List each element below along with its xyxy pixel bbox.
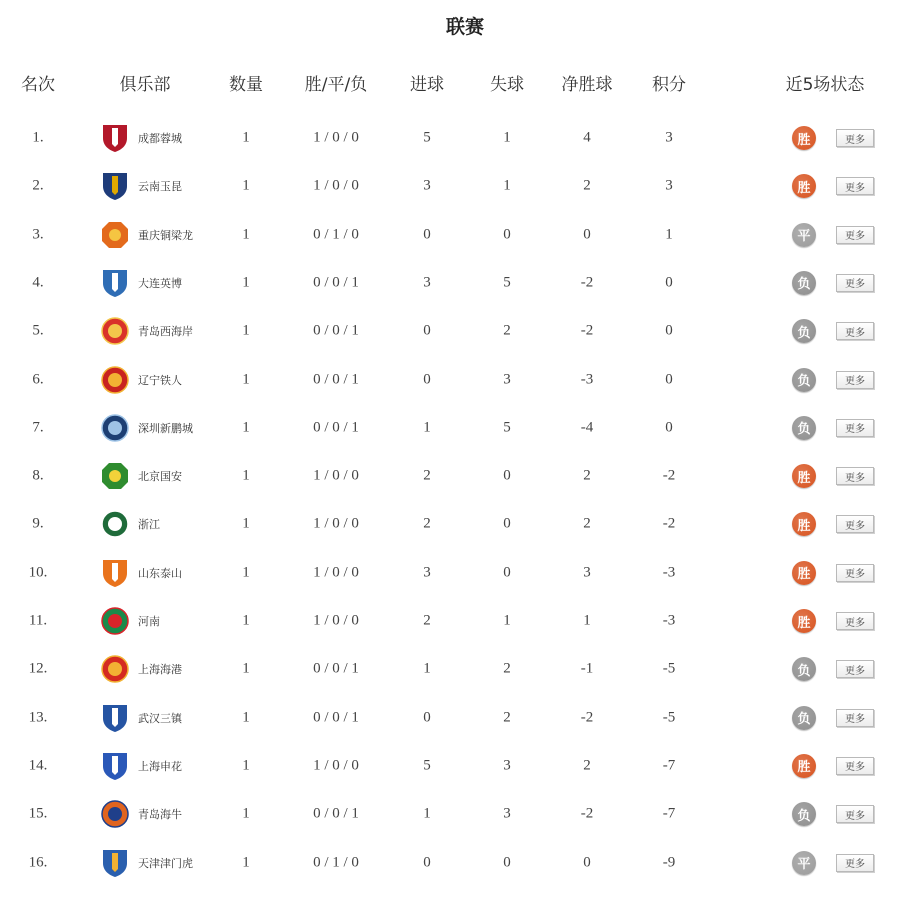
- points-cell: -2: [662, 467, 676, 484]
- points-cell: -7: [662, 757, 676, 774]
- team-cell[interactable]: [100, 653, 182, 685]
- table-row: [0, 649, 913, 689]
- wdl-cell: 0 / 0 / 1: [313, 419, 359, 436]
- more-button[interactable]: 更多: [836, 371, 874, 389]
- team-cell[interactable]: [100, 267, 182, 299]
- form-result-badge: 胜: [792, 561, 816, 585]
- played-cell: 1: [242, 515, 250, 532]
- goals-for-cell: 0: [423, 322, 431, 339]
- header-wdl: 胜/平/负: [304, 75, 368, 95]
- table-row: [0, 456, 913, 496]
- club-logo: [100, 653, 130, 685]
- goals-for-cell: 5: [423, 129, 431, 146]
- team-name[interactable]: 河南: [138, 615, 160, 628]
- goals-for-cell: 2: [423, 612, 431, 629]
- goals-against-cell: 2: [503, 709, 511, 726]
- goals-against-cell: 0: [503, 854, 511, 870]
- team-name[interactable]: 青岛西海岸: [138, 325, 193, 339]
- wdl-cell: 1 / 0 / 0: [313, 177, 359, 194]
- points-cell: -5: [662, 660, 676, 677]
- header-rank: 名次: [21, 75, 55, 95]
- points-cell: 0: [665, 322, 673, 339]
- club-logo: [100, 702, 130, 734]
- played-cell: 1: [242, 419, 250, 436]
- page-title: 联赛: [445, 16, 484, 38]
- form-result-badge: 负: [792, 271, 816, 295]
- wdl-cell: 0 / 1 / 0: [313, 854, 359, 870]
- team-name[interactable]: 浙江: [138, 518, 160, 532]
- team-name[interactable]: 大连英博: [138, 276, 182, 290]
- more-button[interactable]: 更多: [836, 757, 874, 775]
- more-button[interactable]: 更多: [836, 274, 874, 292]
- goals-against-cell: 5: [503, 274, 511, 291]
- goal-diff-cell: 3: [583, 564, 591, 581]
- rank-cell: 4.: [32, 274, 44, 291]
- points-cell: 1: [665, 226, 673, 243]
- form-result-badge: 胜: [792, 754, 816, 778]
- goal-diff-cell: -2: [580, 274, 594, 291]
- goals-against-cell: 3: [503, 757, 511, 774]
- table-row: [0, 843, 913, 883]
- rank-cell: 2.: [32, 177, 44, 194]
- form-result-badge: 胜: [792, 512, 816, 536]
- wdl-cell: 0 / 1 / 0: [313, 226, 359, 243]
- goals-for-cell: 3: [423, 564, 431, 581]
- goal-diff-cell: -2: [580, 805, 594, 822]
- form-result-badge: 负: [792, 319, 816, 343]
- more-button[interactable]: 更多: [836, 660, 874, 678]
- points-cell: 3: [665, 177, 673, 194]
- goals-for-cell: 1: [423, 805, 431, 822]
- table-header: [0, 70, 913, 98]
- goals-for-cell: 0: [423, 371, 431, 387]
- team-cell[interactable]: [100, 364, 182, 396]
- goal-diff-cell: -3: [580, 371, 594, 387]
- team-cell[interactable]: [100, 557, 182, 589]
- goal-diff-cell: -4: [580, 419, 594, 436]
- goals-against-cell: 0: [503, 226, 511, 243]
- club-logo: [100, 557, 130, 589]
- club-logo: [100, 267, 130, 299]
- goal-diff-cell: 2: [583, 177, 591, 194]
- form-result-badge: 负: [792, 657, 816, 681]
- rank-cell: 9.: [32, 515, 44, 532]
- goals-against-cell: 1: [503, 177, 511, 194]
- played-cell: 1: [242, 274, 250, 291]
- form-result-badge: 负: [792, 368, 816, 392]
- team-name[interactable]: 北京国安: [138, 470, 182, 484]
- points-cell: -3: [662, 612, 676, 629]
- points-cell: -7: [662, 805, 676, 822]
- rank-cell: 15.: [28, 805, 48, 822]
- goals-against-cell: 2: [503, 660, 511, 677]
- played-cell: 1: [242, 129, 250, 146]
- table-row: [0, 553, 913, 593]
- points-cell: -3: [662, 564, 676, 581]
- team-name[interactable]: 山东泰山: [138, 566, 182, 580]
- table-row: [0, 311, 913, 351]
- table-row: [0, 746, 913, 786]
- table-row: [0, 215, 913, 255]
- goals-for-cell: 0: [423, 854, 431, 870]
- more-button[interactable]: 更多: [836, 467, 874, 485]
- table-row: [0, 794, 913, 834]
- points-cell: 0: [665, 274, 673, 291]
- played-cell: 1: [242, 660, 250, 677]
- more-button[interactable]: 更多: [836, 226, 874, 244]
- wdl-cell: 0 / 0 / 1: [313, 371, 359, 387]
- table-row: [0, 360, 913, 400]
- form-result-badge: 胜: [792, 174, 816, 198]
- header-form: 近5场状态: [785, 75, 865, 95]
- rank-cell: 1.: [32, 129, 44, 146]
- played-cell: 1: [242, 854, 250, 870]
- wdl-cell: 0 / 0 / 1: [313, 274, 359, 291]
- table-row: [0, 263, 913, 303]
- goal-diff-cell: 0: [583, 854, 591, 870]
- wdl-cell: 0 / 0 / 1: [313, 322, 359, 339]
- form-result-badge: 平: [792, 851, 816, 875]
- more-button[interactable]: 更多: [836, 564, 874, 582]
- goals-against-cell: 1: [503, 612, 511, 629]
- table-row: [0, 408, 913, 448]
- wdl-cell: 1 / 0 / 0: [313, 129, 359, 146]
- more-button[interactable]: 更多: [836, 854, 874, 872]
- goals-against-cell: 1: [503, 129, 511, 146]
- team-cell[interactable]: [100, 702, 182, 734]
- goals-for-cell: 1: [423, 419, 431, 436]
- more-button[interactable]: 更多: [836, 709, 874, 727]
- goals-for-cell: 2: [423, 467, 431, 484]
- header-goals-against: 失球: [490, 75, 524, 95]
- header-points: 积分: [652, 75, 686, 95]
- team-cell[interactable]: [100, 219, 193, 251]
- form-result-badge: 胜: [792, 126, 816, 150]
- header-goals-for: 进球: [410, 75, 444, 95]
- rank-cell: 16.: [28, 854, 48, 870]
- team-cell[interactable]: [100, 798, 182, 830]
- team-name[interactable]: 上海海港: [138, 663, 182, 677]
- more-button[interactable]: 更多: [836, 612, 874, 630]
- goal-diff-cell: 2: [583, 515, 591, 532]
- played-cell: 1: [242, 805, 250, 822]
- goals-for-cell: 3: [423, 177, 431, 194]
- points-cell: 0: [665, 371, 673, 387]
- more-button[interactable]: 更多: [836, 129, 874, 147]
- club-logo: [100, 605, 130, 637]
- rank-cell: 14.: [28, 757, 48, 774]
- played-cell: 1: [242, 322, 250, 339]
- goals-against-cell: 0: [503, 467, 511, 484]
- rank-cell: 5.: [32, 322, 44, 339]
- goals-against-cell: 2: [503, 322, 511, 339]
- team-name[interactable]: 辽宁铁人: [138, 373, 182, 387]
- played-cell: 1: [242, 177, 250, 194]
- team-name[interactable]: 武汉三镇: [138, 711, 182, 725]
- form-result-badge: 平: [792, 223, 816, 247]
- rank-cell: 3.: [32, 226, 44, 243]
- table-row: [0, 698, 913, 738]
- played-cell: 1: [242, 709, 250, 726]
- team-cell[interactable]: [100, 508, 160, 540]
- rank-cell: 13.: [28, 709, 48, 726]
- club-logo: [100, 412, 130, 444]
- header-goal-diff: 净胜球: [561, 75, 613, 95]
- rank-cell: 7.: [32, 419, 44, 436]
- team-name[interactable]: 青岛海牛: [138, 808, 182, 822]
- goals-for-cell: 1: [423, 660, 431, 677]
- goals-for-cell: 2: [423, 515, 431, 532]
- wdl-cell: 1 / 0 / 0: [313, 612, 359, 629]
- club-logo: [100, 460, 130, 492]
- club-logo: [100, 798, 130, 830]
- goal-diff-cell: 0: [583, 226, 591, 243]
- points-cell: -5: [662, 709, 676, 726]
- wdl-cell: 1 / 0 / 0: [313, 757, 359, 774]
- more-button[interactable]: 更多: [836, 419, 874, 437]
- team-cell[interactable]: [100, 170, 182, 202]
- more-button[interactable]: 更多: [836, 322, 874, 340]
- points-cell: 0: [665, 419, 673, 436]
- goal-diff-cell: 2: [583, 467, 591, 484]
- club-logo: [100, 315, 130, 347]
- club-logo: [100, 219, 130, 251]
- team-cell[interactable]: [100, 460, 182, 492]
- rank-cell: 8.: [32, 467, 44, 484]
- more-button[interactable]: 更多: [836, 177, 874, 195]
- rank-cell: 10.: [28, 564, 48, 581]
- wdl-cell: 1 / 0 / 0: [313, 564, 359, 581]
- goals-for-cell: 3: [423, 274, 431, 291]
- wdl-cell: 1 / 0 / 0: [313, 467, 359, 484]
- team-cell[interactable]: [100, 750, 182, 782]
- table-row: [0, 504, 913, 544]
- goals-for-cell: 0: [423, 226, 431, 243]
- points-cell: -2: [662, 515, 676, 532]
- goals-for-cell: 5: [423, 757, 431, 774]
- wdl-cell: 1 / 0 / 0: [313, 515, 359, 532]
- team-name[interactable]: 深圳新鹏城: [138, 421, 193, 435]
- team-cell[interactable]: [100, 605, 160, 637]
- played-cell: 1: [242, 371, 250, 387]
- club-logo: [100, 847, 130, 879]
- header-club: 俱乐部: [119, 75, 171, 95]
- club-logo: [100, 508, 130, 540]
- team-cell[interactable]: [100, 122, 182, 154]
- header-played: 数量: [229, 75, 263, 95]
- wdl-cell: 0 / 0 / 1: [313, 709, 359, 726]
- form-result-badge: 胜: [792, 464, 816, 488]
- more-button[interactable]: 更多: [836, 805, 874, 823]
- rank-cell: 12.: [28, 660, 48, 677]
- club-logo: [100, 364, 130, 396]
- goals-against-cell: 3: [503, 805, 511, 822]
- club-logo: [100, 122, 130, 154]
- club-logo: [100, 170, 130, 202]
- table-row: [0, 118, 913, 158]
- team-name[interactable]: 重庆铜梁龙: [138, 228, 193, 242]
- table-row: [0, 601, 913, 641]
- more-button[interactable]: 更多: [836, 515, 874, 533]
- played-cell: 1: [242, 612, 250, 629]
- goals-against-cell: 3: [503, 371, 511, 387]
- team-name[interactable]: 天津津门虎: [138, 856, 193, 870]
- played-cell: 1: [242, 467, 250, 484]
- goal-diff-cell: -1: [580, 660, 594, 677]
- points-cell: 3: [665, 129, 673, 146]
- team-cell[interactable]: [100, 412, 193, 444]
- form-result-badge: 胜: [792, 609, 816, 633]
- rank-cell: 11.: [28, 612, 48, 629]
- points-cell: -9: [662, 854, 676, 870]
- form-result-badge: 负: [792, 802, 816, 826]
- club-logo: [100, 750, 130, 782]
- goals-against-cell: 5: [503, 419, 511, 436]
- form-result-badge: 负: [792, 706, 816, 730]
- goals-against-cell: 0: [503, 564, 511, 581]
- form-result-badge: 负: [792, 416, 816, 440]
- team-cell[interactable]: [100, 847, 193, 879]
- goal-diff-cell: -2: [580, 709, 594, 726]
- team-name[interactable]: 云南玉昆: [138, 180, 182, 194]
- played-cell: 1: [242, 757, 250, 774]
- goal-diff-cell: -2: [580, 322, 594, 339]
- table-row: [0, 166, 913, 206]
- goal-diff-cell: 1: [583, 612, 591, 629]
- rank-cell: 6.: [32, 371, 44, 387]
- team-name[interactable]: 上海申花: [138, 759, 182, 773]
- goals-against-cell: 0: [503, 515, 511, 532]
- goal-diff-cell: 2: [583, 757, 591, 774]
- wdl-cell: 0 / 0 / 1: [313, 660, 359, 677]
- played-cell: 1: [242, 564, 250, 581]
- goals-for-cell: 0: [423, 709, 431, 726]
- wdl-cell: 0 / 0 / 1: [313, 805, 359, 822]
- played-cell: 1: [242, 226, 250, 243]
- team-cell[interactable]: [100, 315, 193, 347]
- team-name[interactable]: 成都蓉城: [138, 132, 182, 145]
- goal-diff-cell: 4: [583, 129, 591, 146]
